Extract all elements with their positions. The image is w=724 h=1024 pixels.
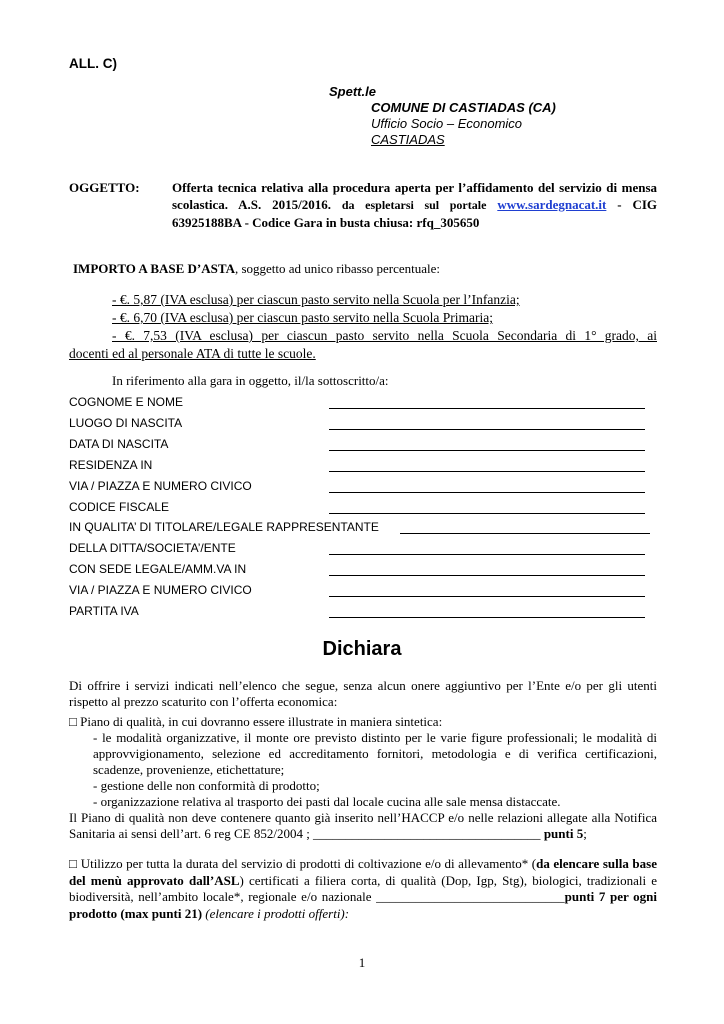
piano-item: - gestione delle non conformità di prodotto;: [93, 778, 320, 793]
piano-note-text: Il Piano di qualità non deve contenere quanto già inserito nell’HACCP e/o nelle relazioni allegate alla Notifica Sanitaria ai sensi dell’art. 6 reg CE 852/2004 ; ___________________________________: [69, 810, 657, 841]
form-label-sede-legale: CON SEDE LEGALE/AMM.VA IN: [69, 562, 247, 576]
form-field-data-nascita[interactable]: [329, 450, 645, 451]
form-label-ditta: DELLA DITTA/SOCIETA’/ENTE: [69, 541, 236, 555]
form-field-via-sede[interactable]: [329, 596, 645, 597]
utilizzo-checkbox[interactable]: □ Utilizzo per tutta la durata del servizio di prodotti di coltivazione e/o di allevamento* (: [69, 856, 537, 871]
utilizzo-end: (elencare i prodotti offerti):: [205, 905, 350, 921]
form-label-via-residenza: VIA / PIAZZA E NUMERO CIVICO: [69, 479, 252, 493]
form-field-partita-iva[interactable]: [329, 617, 645, 618]
oggetto-label: OGGETTO:: [69, 180, 140, 195]
form-label-partita-iva: PARTITA IVA: [69, 604, 139, 618]
importo-rest: , soggetto ad unico ribasso percentuale:: [234, 261, 441, 276]
form-label-data-nascita: DATA DI NASCITA: [69, 437, 169, 451]
piano-qualita-block: [69, 714, 657, 842]
piano-note: [69, 810, 657, 842]
form-label-cognome: COGNOME E NOME: [69, 395, 184, 409]
offer-paragraph: Di offrire i servizi indicati nell’elenco che segue, senza alcun onere aggiuntivo per l’Ente e/o per gli utenti rispetto al prezzo scaturito con l’offerta economica:: [69, 678, 657, 709]
piano-punti: punti 5: [543, 826, 584, 841]
piano-qualita-checkbox[interactable]: □ Piano di qualità, in cui dovranno essere illustrate in maniera sintetica:: [69, 714, 443, 729]
form-label-via-sede: VIA / PIAZZA E NUMERO CIVICO: [69, 583, 252, 597]
dichiara-heading: Dichiara: [322, 638, 402, 660]
allegato-label: ALL. C): [69, 56, 117, 71]
form-field-luogo-nascita[interactable]: [329, 429, 645, 430]
intro-text: In riferimento alla gara in oggetto, il/la sottoscritto/a:: [112, 373, 389, 388]
form-field-cognome[interactable]: [329, 408, 645, 409]
utilizzo-bold: da elencare sulla base del menù approvato dall’ASL: [69, 856, 657, 888]
price-list: [69, 291, 657, 363]
sardegnacat-link[interactable]: www.sardegnacat.it: [497, 197, 607, 212]
form-field-qualita[interactable]: [400, 533, 650, 534]
form-field-sede-legale[interactable]: [329, 575, 645, 576]
piano-item: - organizzazione relativa al trasporto dei pasti dal locale cucina alle sale mensa distaccate.: [93, 794, 561, 809]
oggetto-text: [172, 179, 657, 231]
form-field-via-residenza[interactable]: [329, 492, 645, 493]
form-label-luogo-nascita: LUOGO DI NASCITA: [69, 416, 183, 430]
utilizzo-mid: ) certificati a filiera corta, di qualità (Dop, Igp, Stg), biologici, tradizionali e biodiversità, nell’ambito locale*, regionale e/o nazionale: [69, 872, 657, 904]
price-primaria: - €. 6,70 (IVA esclusa) per ciascun pasto servito nella Scuola Primaria;: [112, 310, 494, 325]
form-label-residenza: RESIDENZA IN: [69, 458, 153, 472]
oggetto-line2-post: -: [617, 197, 622, 212]
price-secondaria: - €. 7,53 (IVA esclusa) per ciascun pasto servito nella Scuola Secondaria di 1° grado, ai: [112, 328, 657, 343]
oggetto-line3: CIG 63925188BA - Codice Gara in busta chiusa: rfq_305650: [172, 197, 658, 230]
oggetto-line1: Offerta tecnica relativa alla procedura aperta per l’affidamento del servizio di mensa scolastica. A.S. 2015/2016.: [172, 180, 657, 212]
piano-item: - le modalità organizzative, il monte ore previsto distinto per le varie figure professionali; le modalità di approvvigionamento, selezione ed accreditamento fornitori, metodologia e di verifica certificazioni, scadenze, provenienze, etichettature;: [93, 730, 657, 777]
utilizzo-punti: punti 7 per ogni prodotto (max punti 21): [69, 889, 657, 921]
form-label-codice-fiscale: CODICE FISCALE: [69, 500, 170, 514]
oggetto-block: [69, 179, 657, 231]
form-field-residenza[interactable]: [329, 471, 645, 472]
citta-name: CASTIADAS: [371, 132, 445, 147]
price-infanzia: - €. 5,87 (IVA esclusa) per ciascun pasto servito nella Scuola per l’Infanzia;: [112, 292, 520, 307]
comune-name: COMUNE DI CASTIADAS (CA): [371, 100, 556, 115]
page-number: 1: [358, 955, 366, 970]
recipient-address: [329, 84, 556, 148]
form-field-ditta[interactable]: [329, 554, 645, 555]
utilizzo-blank[interactable]: _____________________________: [376, 889, 565, 904]
ufficio-name: Ufficio Socio – Economico: [371, 116, 523, 131]
form-field-codice-fiscale[interactable]: [329, 513, 645, 514]
spett-label: Spett.le: [329, 84, 376, 99]
oggetto-line2-pre: da espletarsi sul portale: [341, 198, 487, 212]
utilizzo-block: [69, 856, 657, 922]
importo-label: IMPORTO A BASE D’ASTA: [73, 261, 235, 276]
form-label-qualita: IN QUALITA’ DI TITOLARE/LEGALE RAPPRESENTANTE: [69, 520, 379, 534]
importo-line: [73, 261, 440, 277]
piano-note-end: ;: [583, 826, 587, 841]
price-secondaria-cont: docenti ed al personale ATA di tutte le scuole.: [69, 346, 316, 361]
